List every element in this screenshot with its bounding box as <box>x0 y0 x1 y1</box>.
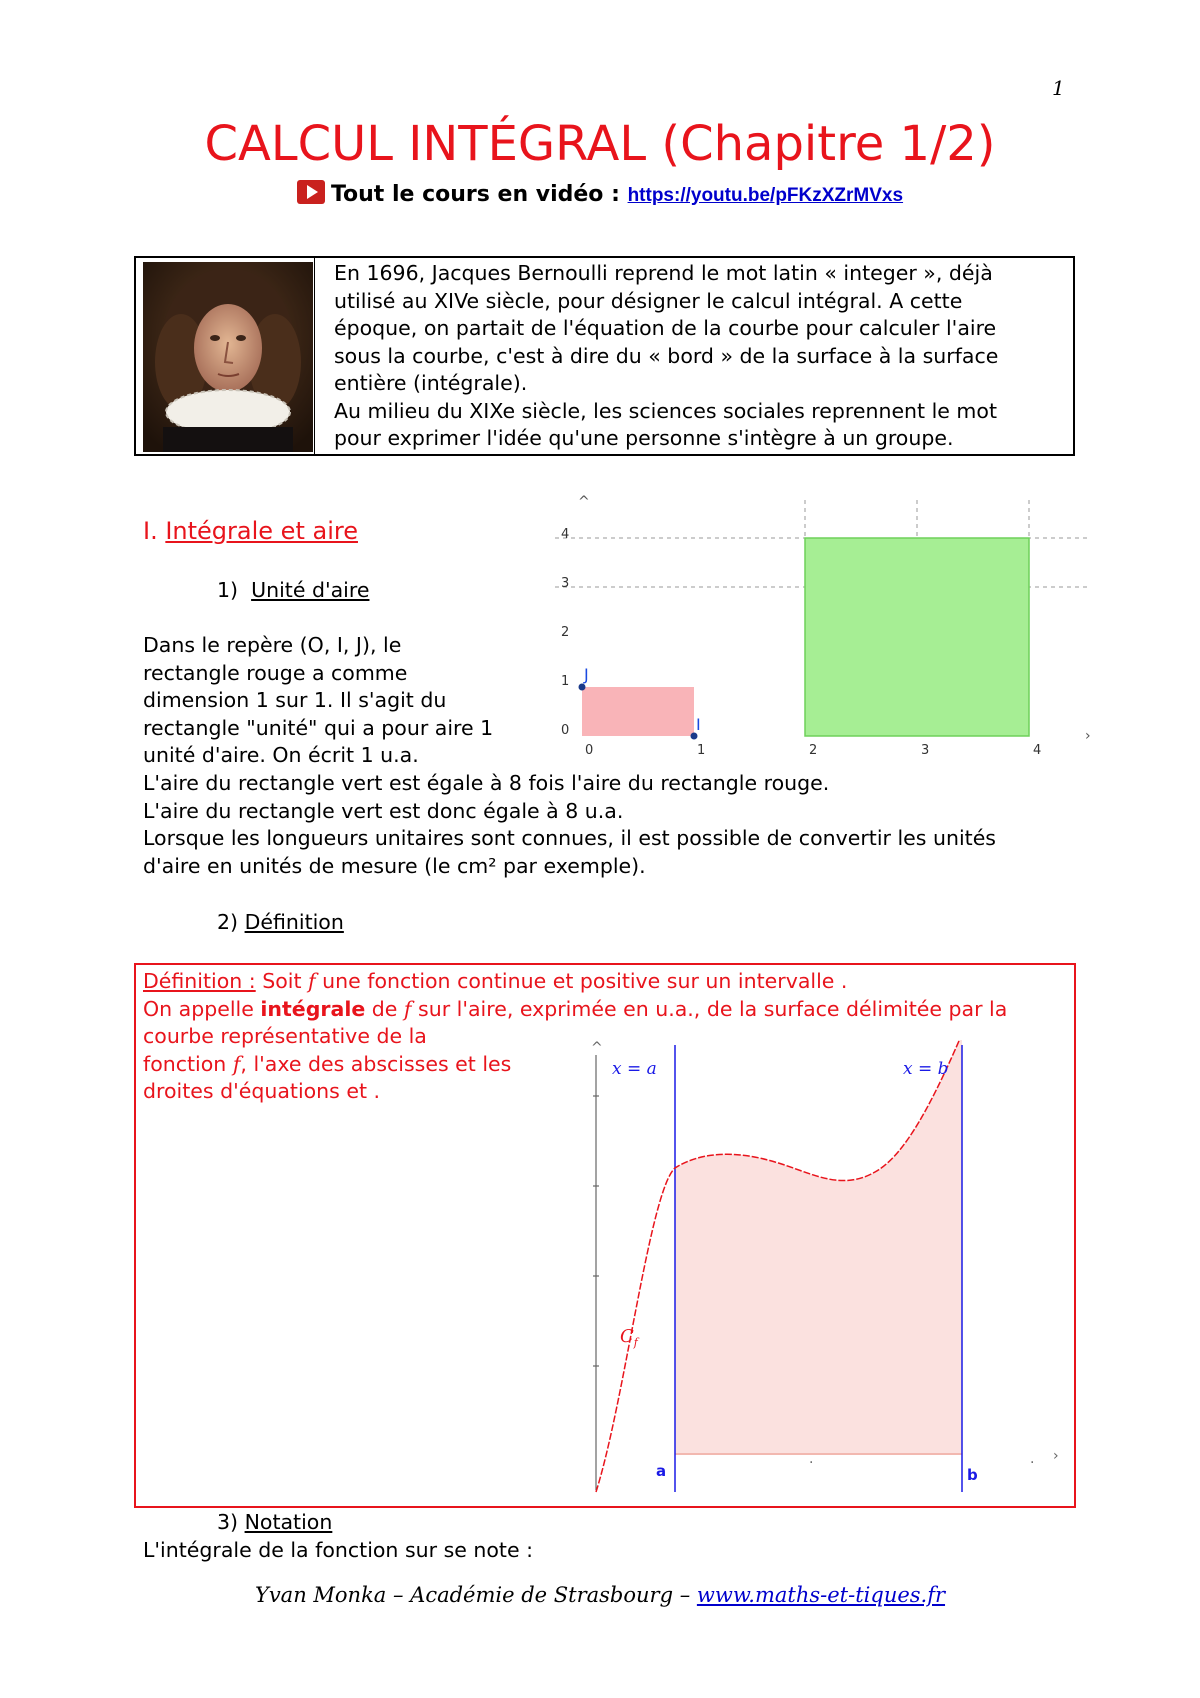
page-title: CALCUL INTÉGRAL (Chapitre 1/2) <box>204 116 996 172</box>
svg-text:›: › <box>1085 728 1091 744</box>
x-tick-label: 0 <box>585 743 594 758</box>
page-number: 1 <box>1052 76 1065 100</box>
subheading-unit: 1) Unité d'aire <box>217 578 370 602</box>
play-icon[interactable] <box>297 180 325 204</box>
green-rectangle <box>805 538 1029 736</box>
area-unit-figure <box>550 490 1100 765</box>
unit-paragraph-full: L'aire du rectangle vert est égale à 8 fois l'aire du rectangle rouge. L'aire du rectangle vert est donc égale à 8 u.a. Lorsque les longueurs unitaires sont connues, il est possible de convertir les unités d'aire en unités de mesure (le cm² par exemple). <box>143 771 996 878</box>
y-tick-label: 3 <box>561 576 570 591</box>
video-link[interactable]: https://youtu.be/pFKzXZrMVxs <box>627 185 904 206</box>
point-j-label: J <box>584 665 589 684</box>
point-j <box>579 684 586 691</box>
portrait-image <box>143 262 313 452</box>
x-tick-label: 2 <box>809 743 818 758</box>
x-tick-label: 4 <box>1033 743 1042 758</box>
svg-text:^: ^ <box>578 494 590 510</box>
video-label: Tout le cours en vidéo : <box>330 182 620 207</box>
point-i-label: I <box>696 715 701 734</box>
unit-paragraph-left: Dans le repère (O, I, J), le rectangle rouge a comme dimension 1 sur 1. Il s'agit du rectangle "unité" qui a pour aire 1 unité d'aire. On écrit 1 u.a. <box>143 633 494 767</box>
section-heading: I. Intégrale et aire <box>143 517 358 545</box>
footer: Yvan Monka – Académie de Strasbourg – www.maths-et-tiques.fr <box>254 1583 946 1607</box>
svg-text:.: . <box>1030 1451 1035 1467</box>
integral-curve-figure <box>580 1040 1070 1500</box>
notation-text: L'intégrale de la fonction sur se note : <box>143 1538 533 1562</box>
label-b: b <box>967 1466 978 1484</box>
bio-text: En 1696, Jacques Bernoulli reprend le mot latin « integer », déjà utilisé au XIVe siècle, pour désigner le calcul intégral. A cette époque, on partait de l'équation de la courbe pour calculer l'aire sous la courbe, c'est à dire du « bord » de la surface à la surface entière (intégrale). Au milieu du XIXe siècle, les sciences sociales reprennent le mot pour exprimer l'idée qu'une personne s'intègre à un groupe. <box>334 261 999 450</box>
y-tick-label: 4 <box>561 527 570 542</box>
svg-text:^: ^ <box>591 1040 603 1056</box>
x-tick-label: 3 <box>921 743 930 758</box>
red-rectangle <box>582 687 694 736</box>
y-tick-label: 1 <box>561 674 570 689</box>
footer-link[interactable]: www.maths-et-tiques.fr <box>696 1583 946 1607</box>
svg-text:›: › <box>1053 1448 1059 1464</box>
label-cf: $C_f$ <box>620 1326 638 1349</box>
x-tick-label: 1 <box>697 743 706 758</box>
y-tick-label: 2 <box>561 625 570 640</box>
subheading-notation: 3) Notation <box>217 1510 333 1534</box>
label-x-equals-b: x = b <box>903 1059 949 1079</box>
area-under-curve <box>675 1040 962 1454</box>
video-line <box>0 180 1200 207</box>
svg-text:.: . <box>809 1451 814 1467</box>
label-x-equals-a: x = a <box>612 1059 657 1079</box>
subheading-definition: 2) Définition <box>217 910 344 934</box>
definition-text: Définition : Soit f une fonction continue et positive sur un intervalle . On appelle intégrale de f sur l'aire, exprimée en u.a., de la surface délimitée par la courbe représentative de la fonction f, l'axe des abscisses et les droites d'équations et . <box>143 969 1008 1103</box>
y-tick-label: 0 <box>561 723 570 738</box>
label-a: a <box>656 1462 667 1480</box>
